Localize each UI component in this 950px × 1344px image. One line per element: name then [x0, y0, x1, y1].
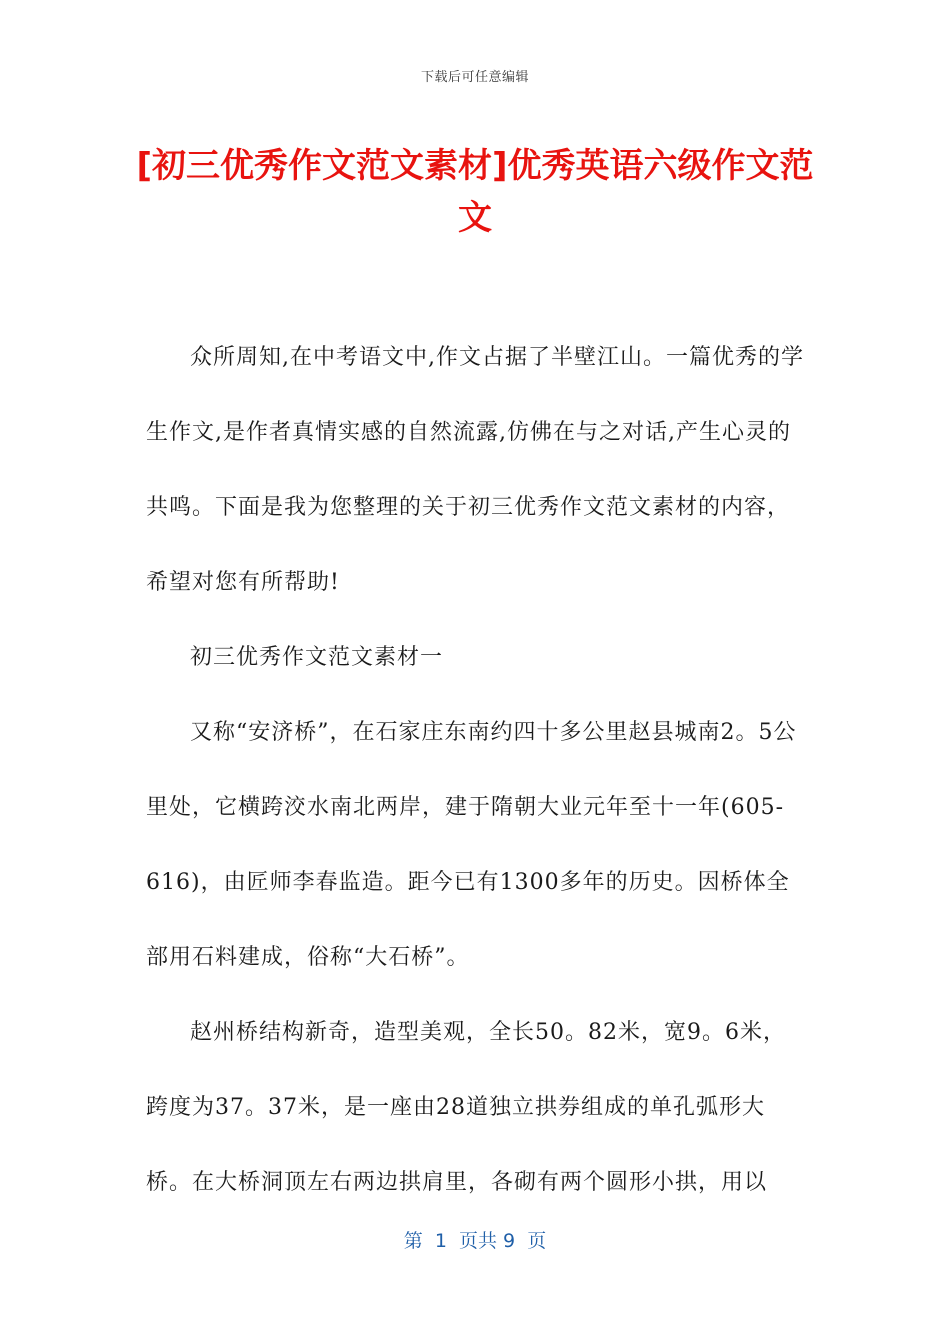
- document-body: [146, 320, 806, 1220]
- paragraph-bridge-structure: 赵州桥结构新奇，造型美观，全长50。82米，宽9。6米，跨度为37。37米，是一座由28道独立拱券组成的单孔弧形大桥。在大桥洞顶左右两边拱肩里，各砌有两个圆形小拱，用以: [146, 1020, 786, 1195]
- section-heading: 初三优秀作文范文素材一: [190, 645, 444, 670]
- document-title: [初三优秀作文范文素材]优秀英语六级作文范文: [136, 146, 814, 238]
- paragraph-bridge-intro: 又称“安济桥”，在石家庄东南约四十多公里赵县城南2。5公里处，它横跨洨水南北两岸，建于隋朝大业元年至十一年(605-616)，由匠师李春监造。距今已有1300多年的历史。因桥体全部用石料建成，俗称“大石桥”。: [146, 720, 797, 970]
- page-number-footer: 第 1 页共 9 页: [403, 1230, 547, 1252]
- paragraph-intro: 众所周知,在中考语文中,作文占据了半壁江山。一篇优秀的学生作文,是作者真情实感的自然流露,仿佛在与之对话,产生心灵的共鸣。下面是我为您整理的关于初三优秀作文范文素材的内容，希望对您有所帮助!: [146, 345, 804, 595]
- header-note: 下载后可任意编辑: [420, 70, 529, 85]
